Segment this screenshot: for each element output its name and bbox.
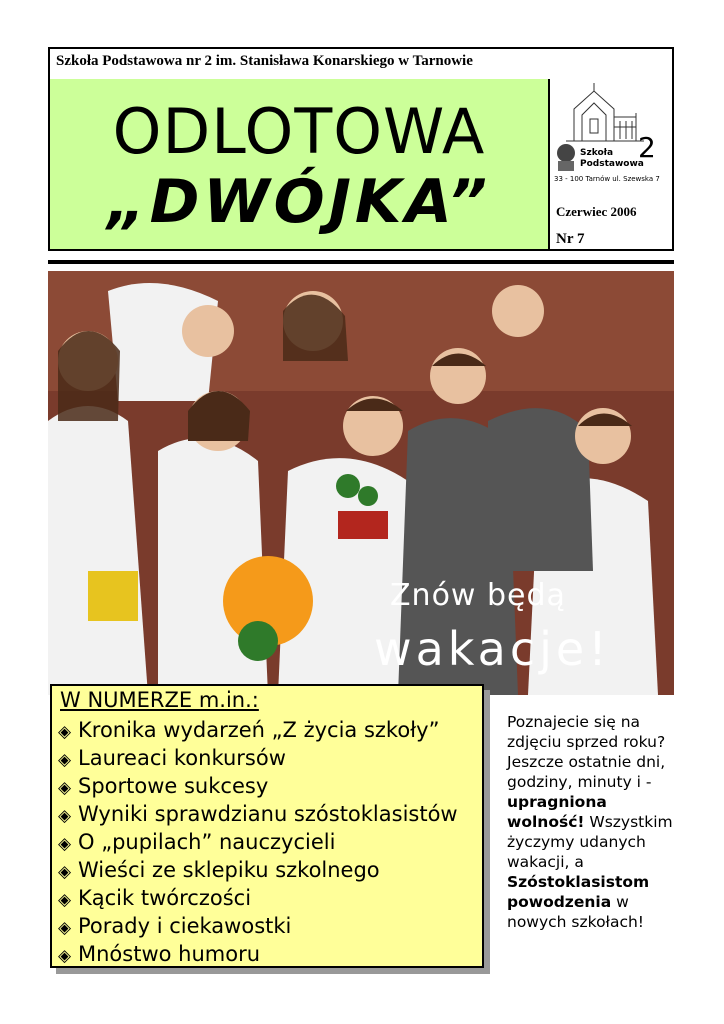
toc-item-label: Kącik twórczości — [78, 886, 252, 910]
diamond-bullet-icon: ◈ — [58, 890, 72, 910]
school-name: Szkoła Podstawowa nr 2 im. Stanisława Konarskiego w Tarnowie — [56, 53, 473, 69]
diamond-bullet-icon: ◈ — [58, 862, 72, 882]
issue-date: Czerwiec 2006 — [556, 204, 637, 219]
table-of-contents — [50, 684, 484, 968]
logo-address: 33 - 100 Tarnów ul. Szewska 7 — [554, 175, 660, 183]
toc-item — [58, 800, 458, 828]
divider — [48, 260, 674, 264]
cover-headline-2: wakacje! — [374, 622, 611, 676]
caption-highlight: upragniona wolność! — [507, 793, 607, 831]
caption-highlight: Szóstoklasistom powodzenia — [507, 873, 650, 911]
diamond-bullet-icon: ◈ — [58, 778, 72, 798]
cover-photo — [48, 271, 674, 695]
toc-item-label: Wyniki sprawdzianu szóstoklasistów — [78, 802, 458, 826]
toc-item — [58, 744, 458, 772]
photo-caption — [507, 712, 687, 932]
toc-item — [58, 884, 458, 912]
newspaper-title-2: „DWÓJKA” — [106, 167, 492, 237]
diamond-bullet-icon: ◈ — [58, 946, 72, 966]
toc-item — [58, 940, 458, 968]
cover-headline: Znów będą — [390, 578, 566, 613]
toc-title: W NUMERZE m.in.: — [60, 688, 259, 712]
toc-item — [58, 912, 458, 940]
toc-item-label: Sportowe sukcesy — [78, 774, 269, 798]
newspaper-title: ODLOTOWA — [112, 95, 486, 168]
masthead — [48, 47, 674, 251]
diamond-bullet-icon: ◈ — [58, 750, 72, 770]
title-box — [50, 79, 550, 249]
caption-text: Wszystkim życzymy udanych wakacji, a — [507, 813, 673, 871]
diamond-bullet-icon: ◈ — [58, 834, 72, 854]
toc-item-label: Mnóstwo humoru — [78, 942, 261, 966]
issue-number: Nr 7 — [556, 231, 585, 247]
toc-item — [58, 856, 458, 884]
toc-list — [58, 716, 458, 968]
toc-item — [58, 828, 458, 856]
diamond-bullet-icon: ◈ — [58, 806, 72, 826]
logo-name-2: Podstawowa — [580, 159, 644, 169]
logo-name-1: Szkoła — [580, 148, 614, 158]
toc-item-label: Porady i ciekawostki — [78, 914, 292, 938]
toc-item-label: Wieści ze sklepiku szkolnego — [78, 858, 380, 882]
diamond-bullet-icon: ◈ — [58, 722, 72, 742]
toc-item — [58, 772, 458, 800]
toc-item-label: O „pupilach” nauczycieli — [78, 830, 336, 854]
school-logo — [554, 83, 668, 189]
toc-item-label: Laureaci konkursów — [78, 746, 286, 770]
logo-number: 2 — [638, 131, 656, 164]
diamond-bullet-icon: ◈ — [58, 918, 72, 938]
toc-item-label: Kronika wydarzeń „Z życia szkoły” — [78, 718, 440, 742]
toc-item — [58, 716, 458, 744]
caption-text: Poznajecie się na zdjęciu sprzed roku? Jeszcze ostatnie dni, godziny, minuty i - — [507, 713, 666, 791]
caption-text: w nowych szkołach! — [507, 893, 645, 931]
